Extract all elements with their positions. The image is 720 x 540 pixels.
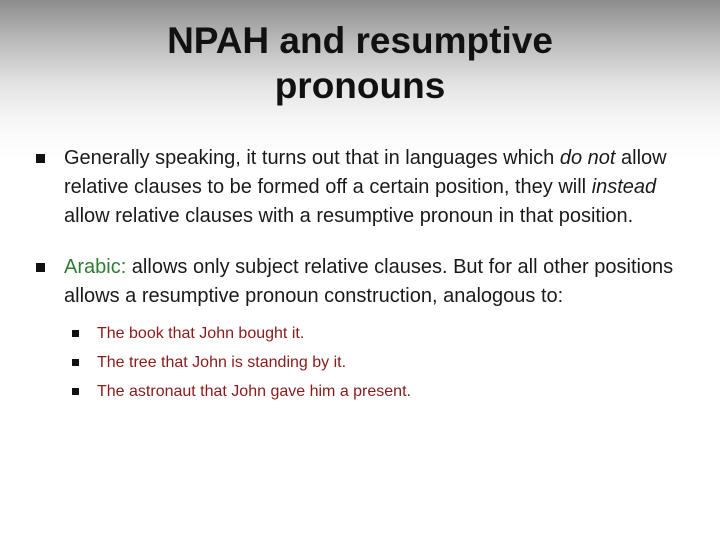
square-bullet-icon [72, 359, 79, 366]
square-bullet-icon [36, 154, 45, 163]
square-bullet-icon [36, 263, 45, 272]
emphasis-instead: instead [591, 176, 657, 198]
bullet-text: allow relative clauses with a resumptive pronoun in that position. [64, 205, 634, 227]
square-bullet-icon [72, 330, 79, 337]
example-text: The astronaut that John gave him a present. [97, 383, 411, 400]
bullet-item-generalization [36, 144, 696, 231]
bullet-text: Generally speaking, it turns out that in languages which [64, 147, 560, 169]
example-text: The tree that John is standing by it. [97, 354, 347, 371]
example-list [64, 319, 696, 406]
bullet-text: allow relative clauses to be formed off a certain position, they will [64, 147, 667, 198]
bullet-list [36, 144, 696, 428]
slide-title-line-1: NPAH and resumptive [167, 20, 553, 61]
slide-title-line-2: pronouns [274, 65, 446, 106]
arabic-label: Arabic: [64, 256, 127, 278]
example-item [64, 348, 696, 377]
example-text: The book that John bought it. [97, 325, 305, 342]
example-item [64, 377, 696, 406]
emphasis-do-not: do not [559, 147, 616, 169]
example-item [64, 319, 696, 348]
square-bullet-icon [72, 388, 79, 395]
bullet-text: allows only subject relative clauses. But for all other positions allows a resumptive pronoun construction, analogous to: [64, 256, 674, 307]
bullet-item-arabic [36, 253, 696, 406]
slide-title [60, 18, 660, 108]
